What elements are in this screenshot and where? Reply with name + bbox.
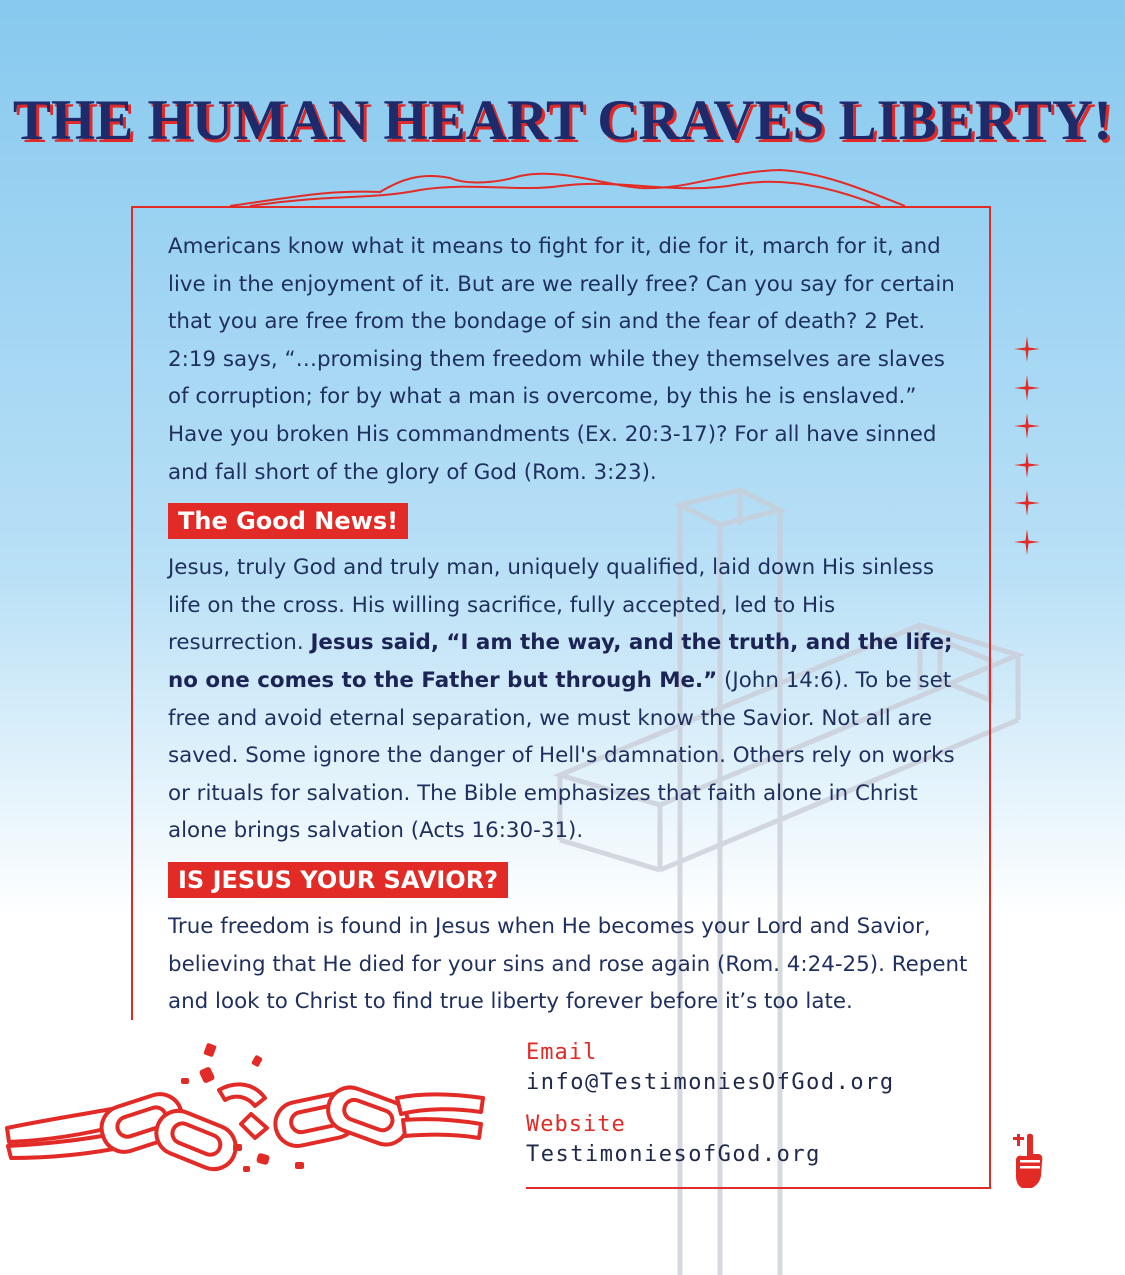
john-quote: Jesus said, “I am the way, and the truth, and the life; no one comes to the Father but through Me.” <box>168 630 953 693</box>
sparkle-icon <box>1014 490 1040 516</box>
sparkle-icon <box>1014 413 1040 439</box>
good-news-paragraph <box>168 549 968 850</box>
sparkle-icon <box>1014 529 1040 555</box>
broken-chain-icon <box>5 1028 485 1208</box>
good-news-text-before: Jesus, truly God and truly man, uniquely qualified, laid down His sinless life on the cross. His willing sacrifice, fully accepted, led to His resurrection. <box>168 555 934 656</box>
main-content <box>168 228 968 1021</box>
page-headline: THE HUMAN HEART CRAVES LIBERTY! <box>12 89 1113 152</box>
website-label: Website <box>526 1112 626 1137</box>
sparkle-icon <box>1014 336 1040 362</box>
email-link[interactable]: info@TestimoniesOfGod.org <box>526 1070 895 1095</box>
good-news-heading: The Good News! <box>168 503 408 539</box>
contact-block <box>526 1038 895 1170</box>
website-link[interactable]: TestimoniesofGod.org <box>526 1142 821 1167</box>
sparkle-icon <box>1014 375 1040 401</box>
raised-finger-hand-icon <box>1012 1132 1046 1190</box>
intro-paragraph: Americans know what it means to fight for it, die for it, march for it, and live in the enjoyment of it. But are we really free? Can you say for certain that you are free from the bondage of sin and the fear of death? 2 Pet. 2:19 says, “…promising them freedom while they themselves are slaves of corruption; for by what a man is overcome, by this he is enslaved.” Have you broken His commandments (Ex. 20:3-17)? For all have sinned and fall short of the glory of God (Rom. 3:23). <box>168 234 955 485</box>
savior-heading: IS JESUS YOUR SAVIOR? <box>168 862 508 898</box>
sparkle-icon <box>1014 452 1040 478</box>
good-news-text-after: (John 14:6). To be set free and avoid eternal separation, we must know the Savior. Not all are saved. Some ignore the danger of Hell's damnation. Others rely on works or rituals for salvation. The Bible emphasizes that faith alone in Christ alone brings salvation (Acts 16:30-31). <box>168 667 955 844</box>
sparkle-column <box>1014 336 1040 568</box>
email-label: Email <box>526 1040 598 1065</box>
savior-paragraph: True freedom is found in Jesus when He becomes your Lord and Savior, believing that He died for your sins and rose again (Rom. 4:24-25). Repent and look to Christ to find true liberty forever before it’s too late. <box>168 913 968 1015</box>
